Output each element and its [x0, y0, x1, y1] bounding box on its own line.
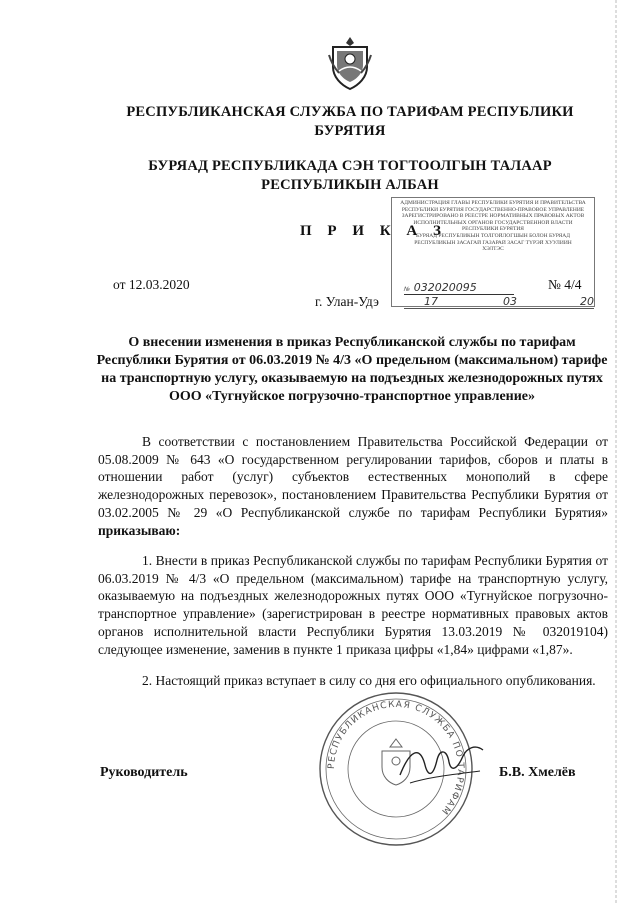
stamp-line: ЗАРЕГИСТРИРОВАНО В РЕЕСТРЕ НОРМАТИВНЫХ ПРАВОВЫХ АКТОВ: [401, 213, 585, 220]
organization-name-buryat: БУРЯАД РЕСПУБЛИКАДА СЭН ТОГТООЛГЫН ТАЛААР РЕСПУБЛИКЫН АЛБАН: [148, 158, 552, 193]
preamble-paragraph: [98, 433, 608, 539]
registration-number-value: 032020095: [413, 281, 477, 294]
registration-day: 17: [424, 295, 438, 308]
document-number: № 4/4: [548, 277, 582, 292]
organization-name: РЕСПУБЛИКАНСКАЯ СЛУЖБА ПО ТАРИФАМ РЕСПУБЛИКИ БУРЯТИЯ: [126, 104, 574, 139]
document-city: г. Улан-Удэ: [315, 294, 379, 309]
stamp-line: ХЭЛТЭС: [482, 246, 504, 253]
registration-year: 20: [580, 295, 594, 308]
signatory-name: Б.В. Хмелёв: [499, 765, 576, 780]
page-fold-line: [615, 0, 617, 905]
document-date: от 12.03.2020: [113, 277, 190, 292]
stamp-line: РЕСПУБЛИКИ БУРЯТИЯ ГОСУДАРСТВЕННО-ПРАВОВОЕ УПРАВЛЕНИЕ: [401, 206, 585, 213]
document-subject: О внесении изменения в приказ Республиканской службы по тарифам Республики Бурятия от 06.03.2019 № 4/3 «О предельном (максимальном) тарифе на транспортную услугу, оказываемую на подъездных железнодорожных путях ООО «Тугнуйское погрузочно-транспортное управление»: [96, 335, 608, 404]
stamp-line: РЕСПУБЛИКИ БУРЯТИЯ: [462, 226, 524, 233]
handwritten-signature: [395, 735, 490, 790]
seal-text: РЕСПУБЛИКАНСКАЯ СЛУЖБА ПО ТАРИФАМ: [326, 699, 466, 817]
order-item-2: 2. Настоящий приказ вступает в силу со дня его официального опубликования.: [142, 673, 596, 688]
stamp-date-underline: [404, 308, 594, 309]
coat-of-arms-icon: [327, 35, 373, 91]
stamp-line: РЕСПУБЛИКЫН ЗАСАГАЙ ГАЗАРАЙ ЗАСАГ ТҮРЭЙ ХУУЛИИН: [414, 239, 572, 246]
registration-number: № 032020095: [404, 281, 514, 295]
stamp-line: ИСПОЛНИТЕЛЬНЫХ ОРГАНОВ ГОСУДАРСТВЕННОЙ ВЛАСТИ: [413, 219, 573, 226]
preamble-text: В соответствии с постановлением Правительства Российской Федерации от 05.08.2009 № 643 «О государственном регулировании тарифов, сборов и платы в отношении работ (услуг) субъектов естественных монополий в сфере железнодорожных перевозок», постановлением Правительства Республики Бурятия от 03.02.2005 № 29 «О Республиканской службе по тарифам Республики Бурятия»: [98, 434, 608, 520]
registration-month: 03: [503, 295, 517, 308]
stamp-line: БУРЯАД РЕСПУБЛИКЫН ТОЛГОЙЛОГШЫН БОЛОН БУРЯАД: [416, 232, 570, 239]
stamp-line: АДМИНИСТРАЦИЯ ГЛАВЫ РЕСПУБЛИКИ БУРЯТИЯ И ПРАВИТЕЛЬСТВА: [400, 200, 586, 206]
document-type: П Р И К А З: [300, 223, 447, 239]
signatory-role: Руководитель: [100, 765, 188, 780]
order-item-1: 1. Внести в приказ Республиканской службы по тарифам Республики Бурятия от 06.03.2019 № 4/3 «О предельном (максимальном) тарифе на транспортную услугу, оказываемую на подъездных железнодорожных путях ООО «Тугнуйское погрузочно-транспортное управление» (зарегистрирован в реестре нормативных правовых актов органов исполнительной власти Республики Бурятия 13.03.2019 № 032019104) следующее изменение, заменив в пункте 1 приказа цифры «1,84» цифрами «1,87».: [98, 553, 608, 657]
order-directive: приказываю:: [98, 522, 181, 538]
